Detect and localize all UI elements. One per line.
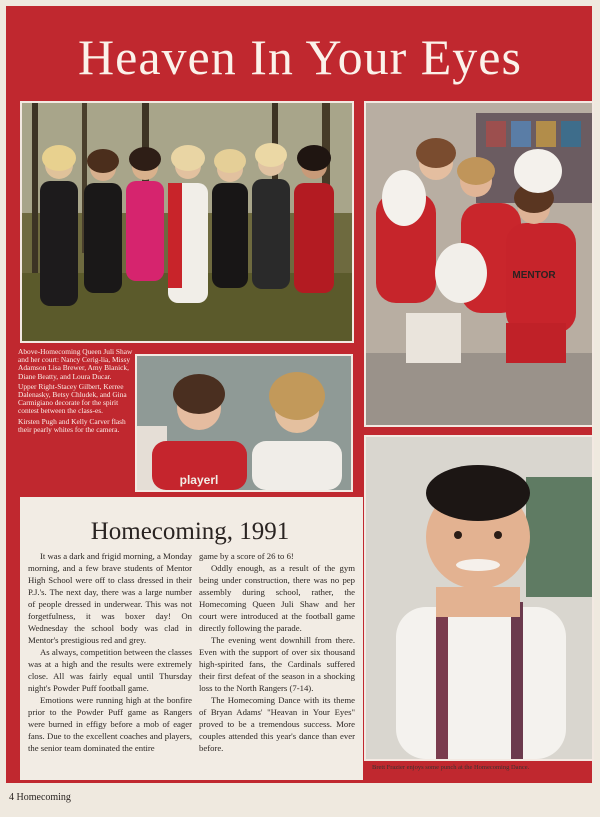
article-paragraph: Oddly enough, as a result of the gym being under construction, there was no pep assembly during school, rather, the Homecoming Queen Juli Shaw and her court were introduced at the football game directly following the parade. [199, 563, 355, 633]
article-paragraph: As always, competition between the classes was at a high and the results were extremely close. All was fairly equal until Thursday night's Powder Puff football game. [28, 647, 192, 693]
photo-captions [18, 348, 136, 436]
punch-portrait-photo [364, 435, 594, 761]
shirt-text-mentor: MENTOR [512, 270, 556, 281]
article-right-column [199, 550, 355, 754]
article-paragraph: The evening went downhill from there. Even with the support of over six thousand high-spirited fans, the Cardinals suffered their first defeat of the season in a shocking loss to the North Rangers (7-14). [199, 635, 355, 693]
article-paragraph: The Homecoming Dance with its theme of Bryan Adams' "Heavan in Your Eyes" proved to be a tremendous success. More couples attended this year's dance than ever before. [199, 695, 355, 753]
section-heading: Homecoming, 1991 [90, 518, 290, 545]
shirt-text-left: playerl [179, 473, 219, 487]
page-footer [9, 792, 71, 803]
article-paragraph: It was a dark and frigid morning, a Monday morning, and a few brave students of Mentor High School were off to class dressed in their P.J.'s. The next day, there was a large number of people dressed in underwear. This was not forgetfulness, it was boxer day! On Wednesday the school body was clad in Mentor's prestigious red and grey. [28, 551, 192, 645]
footer-section: Homecoming [16, 792, 71, 803]
caption-upper-right: Upper Right-Stacey Gilbert, Kerree Dalenasky, Betsy Chludek, and Gina Carmigiano decorate for the spirit contest between the class-es. [18, 381, 127, 416]
spirit-decorating-photo [364, 101, 594, 427]
article-paragraph: Emotions were running high at the bonfire prior to the Powder Puff game as Rangers were burned in effigy before a mob of eager fans. Due to the excellent coaches and players, the senior team dominated the entire [28, 695, 192, 753]
homecoming-court-photo [20, 101, 354, 343]
caption-bottom-right: Brett Frazier enjoys some punch at the Homecoming Dance. [372, 764, 530, 771]
article-left-column [28, 550, 192, 754]
caption-middle: Kirsten Pugh and Kelly Carver flash their pearly whites for the camera. [18, 416, 126, 434]
caption-above: Above-Homecoming Queen Juli Shaw and her court: Nancy Cerig-lia, Missy Adamson Lisa Brewer, Amy Blanick, Diane Beatty, and Loura Ducar. [18, 347, 133, 381]
page-title: Heaven In Your Eyes [78, 29, 522, 85]
page-number: 4 [9, 792, 14, 803]
two-girls-photo [135, 354, 353, 492]
article-paragraph-lead: game by a score of 26 to 6! [199, 551, 294, 561]
